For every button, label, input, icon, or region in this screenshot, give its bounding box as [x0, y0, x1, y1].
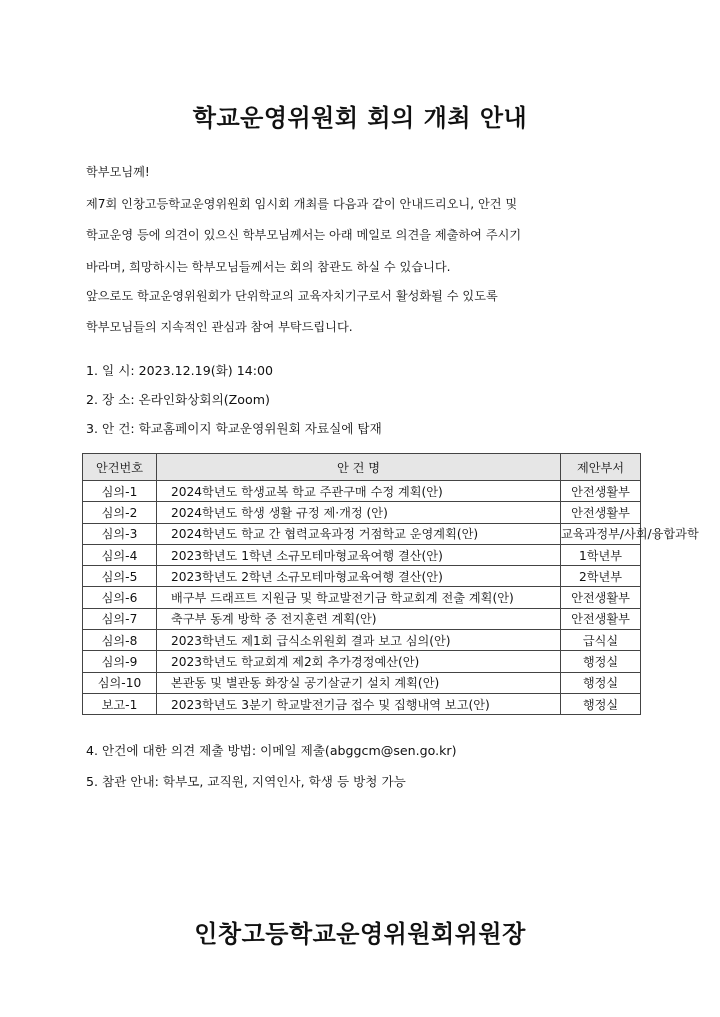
row-title: 2023학년도 학교회계 제2회 추가경정예산(안): [157, 651, 561, 672]
intro-line-5: 학부모님들의 지속적인 관심과 참여 부탁드립니다.: [86, 320, 353, 334]
table-row: [83, 523, 641, 544]
row-id: 심의-10: [83, 672, 157, 693]
row-title: 2023학년도 2학년 소규모테마형교육여행 결산(안): [157, 566, 561, 587]
greeting: 학부모님께!: [86, 165, 150, 179]
row-dept: 안전생활부: [561, 481, 641, 502]
row-dept: 행정실: [561, 693, 641, 714]
row-id: 심의-8: [83, 630, 157, 651]
row-title: 축구부 동계 방학 중 전지훈련 계획(안): [157, 608, 561, 629]
agenda-label: 3. 안 건: 학교홈페이지 학교운영위원회 자료실에 탑재: [86, 421, 382, 436]
row-dept: 안전생활부: [561, 608, 641, 629]
intro-line-4: 앞으로도 학교운영위원회가 단위학교의 교육자치기구로서 활성화될 수 있도록: [86, 289, 498, 303]
row-id: 심의-4: [83, 544, 157, 565]
signature: 인창고등학교운영위원회위원장: [194, 920, 526, 948]
row-id: 심의-9: [83, 651, 157, 672]
table-row: [83, 502, 641, 523]
row-title: 2024학년도 학생교복 학교 주관구매 수정 계획(안): [157, 481, 561, 502]
table-header-row: [83, 454, 641, 481]
row-dept: 행정실: [561, 651, 641, 672]
row-title: 배구부 드래프트 지원금 및 학교발전기금 학교회계 전출 계획(안): [157, 587, 561, 608]
row-id: 심의-7: [83, 608, 157, 629]
opinion-submission: 4. 안건에 대한 의견 제출 방법: 이메일 제출(abggcm@sen.go.kr): [86, 743, 457, 758]
table-row: [83, 651, 641, 672]
observation-info: 5. 참관 안내: 학부모, 교직원, 지역인사, 학생 등 방청 가능: [86, 774, 406, 789]
table-row: [83, 672, 641, 693]
row-dept: 안전생활부: [561, 587, 641, 608]
row-title: 2023학년도 1학년 소규모테마형교육여행 결산(안): [157, 544, 561, 565]
header-agenda-title: 안 건 명: [157, 454, 561, 481]
intro-line-3: 바라며, 희망하시는 학부모님들께서는 회의 참관도 하실 수 있습니다.: [86, 260, 451, 274]
row-title: 2024학년도 학생 생활 규정 제·개정 (안): [157, 502, 561, 523]
row-title: 2023학년도 제1회 급식소위원회 결과 보고 심의(안): [157, 630, 561, 651]
table-row: [83, 608, 641, 629]
row-id: 심의-2: [83, 502, 157, 523]
row-dept: 안전생활부: [561, 502, 641, 523]
row-dept: 교육과정부/사회/융합과학: [561, 523, 641, 544]
intro-line-2: 학교운영 등에 의견이 있으신 학부모님께서는 아래 메일로 의견을 제출하여 주시기: [86, 228, 522, 242]
table-row: [83, 587, 641, 608]
intro-line-1: 제7회 인창고등학교운영위원회 임시회 개최를 다음과 같이 안내드리오니, 안건 및: [86, 197, 518, 211]
row-dept: 1학년부: [561, 544, 641, 565]
document-title: 학교운영위원회 회의 개최 안내: [192, 104, 528, 132]
row-title: 2024학년도 학교 간 협력교육과정 거점학교 운영계획(안): [157, 523, 561, 544]
row-id: 심의-6: [83, 587, 157, 608]
agenda-table: [82, 453, 699, 715]
row-dept: 급식실: [561, 630, 641, 651]
table-row: [83, 544, 641, 565]
meeting-place: 2. 장 소: 온라인화상회의(Zoom): [86, 392, 270, 407]
row-title: 본관동 및 별관동 화장실 공기살균기 설치 계획(안): [157, 672, 561, 693]
table-row: [83, 566, 641, 587]
table-row: [83, 693, 641, 714]
row-title: 2023학년도 3분기 학교발전기금 접수 및 집행내역 보고(안): [157, 693, 561, 714]
header-agenda-number: 안건번호: [83, 454, 157, 481]
table-row: [83, 481, 641, 502]
row-id: 심의-3: [83, 523, 157, 544]
header-department: 제안부서: [561, 454, 641, 481]
row-dept: 행정실: [561, 672, 641, 693]
row-id: 심의-1: [83, 481, 157, 502]
row-id: 심의-5: [83, 566, 157, 587]
row-id: 보고-1: [83, 693, 157, 714]
meeting-date: 1. 일 시: 2023.12.19(화) 14:00: [86, 363, 273, 378]
row-dept: 2학년부: [561, 566, 641, 587]
table-row: [83, 630, 641, 651]
